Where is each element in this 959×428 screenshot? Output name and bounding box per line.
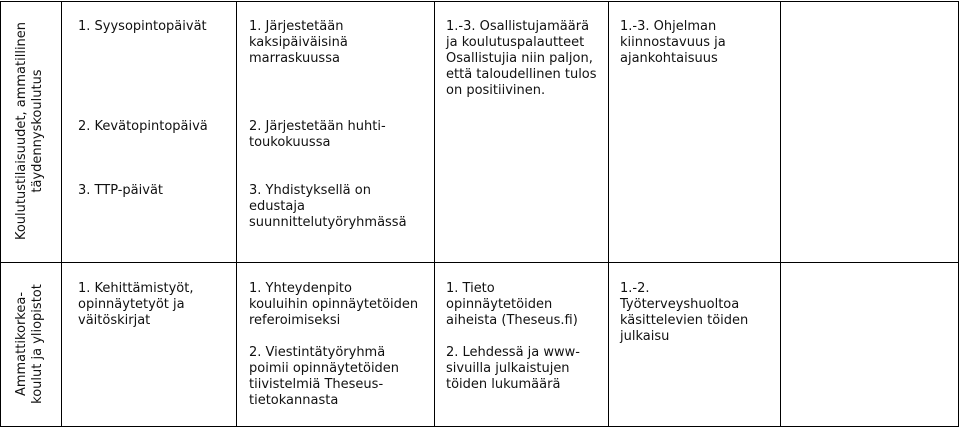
col-divider-1 bbox=[61, 1, 62, 427]
row-header-universities: Ammattikorkea- koulut ja yliopistot bbox=[14, 284, 45, 404]
table-border-top bbox=[0, 1, 959, 2]
implementation-item: 2. Viestintätyöryhmä poimii opinnäytetöiden tiivistelmiä Theseus- tietokannasta bbox=[249, 345, 400, 408]
indicator-item: 2. Lehdessä ja www- sivuilla julkaistujen töiden lukumäärä bbox=[446, 345, 580, 392]
goal-text: 1.-3. Ohjelman kiinnostavuus ja ajankohtaisuus bbox=[620, 19, 726, 66]
activity-item: 3. TTP-päivät bbox=[78, 183, 164, 198]
implementation-item: 2. Järjestetään huhti- toukokuussa bbox=[249, 119, 386, 150]
row-divider bbox=[0, 262, 959, 263]
activity-item: 1. Syysopintopäivät bbox=[78, 19, 207, 34]
indicator-text: 1.-3. Osallistujamäärä ja koulutuspalautteet Osallistujia niin paljon, että taloudellinen tulos on positiivinen. bbox=[446, 19, 597, 98]
indicator-item: 1. Tieto opinnäytetöiden aiheista (Theseus.fi) bbox=[446, 281, 578, 328]
table-border-left bbox=[0, 1, 1, 427]
implementation-item: 3. Yhdistyksellä on edustaja suunnittelutyöryhmässä bbox=[249, 183, 407, 230]
col-divider-4 bbox=[608, 1, 609, 427]
col-divider-5 bbox=[780, 1, 781, 427]
implementation-item: 1. Yhteydenpito kouluihin opinnäytetöiden referoimiseksi bbox=[249, 281, 419, 328]
goal-text: 1.-2. Työterveyshuoltoa käsittelevien töiden julkaisu bbox=[620, 281, 749, 344]
activity-item: 1. Kehittämistyöt, opinnäytetyöt ja väitöskirjat bbox=[78, 281, 194, 328]
row-header-training: Koulutustilaisuudet, ammatillinen täydennyskoulutus bbox=[14, 21, 45, 241]
implementation-item: 1. Järjestetään kaksipäiväisinä marraskuussa bbox=[249, 19, 348, 66]
table-border-bottom bbox=[0, 426, 959, 427]
activity-item: 2. Kevätopintopäivä bbox=[78, 119, 208, 134]
col-divider-2 bbox=[236, 1, 237, 427]
col-divider-3 bbox=[434, 1, 435, 427]
